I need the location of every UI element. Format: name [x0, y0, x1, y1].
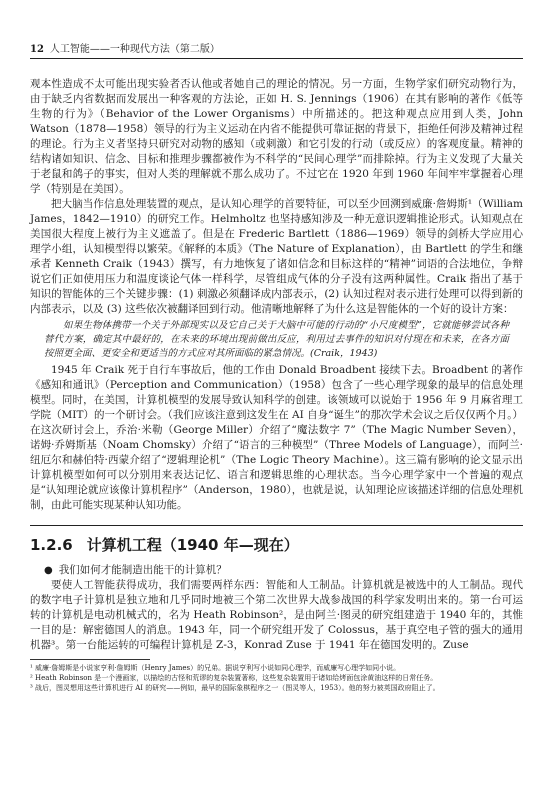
book-title: 人工智能——一种现代方法（第二版） [49, 44, 220, 55]
page-number: 12 [30, 44, 44, 55]
section-number: 1.2.6 [30, 535, 73, 554]
footnote-divider [30, 659, 150, 660]
footnote-2: ² Heath Robinson 是一个漫画家，以描绘的古怪和荒谬的复杂装置著称，这些复杂装置用于诸如给烤面包涂黄油这样的日常任务。 [30, 674, 438, 682]
paragraph-cognitive-psychology: 把大脑当作信息处理装置的观点，是认知心理学的首要特征，可以至少回溯到威廉·詹姆斯¹（William James，1842—1910）的研究工作。Helmholtz 也坚持感知涉及一种无意识逻辑推论形式。认知观点在美国很大程度上被行为主义遮盖了。但是在 Frederic Bartlett（1886—1969）领导的剑桥大学应用心理学小组，认知模型得以繁荣。《解释的本质》（The Nature of Explanation），由 Bartlett 的学生和继承者 Kenneth Craik（1943）撰写，有力地恢复了诸如信念和目标这样的“精神”词语的合法地位，争辩说它们正如使用压力和温度谈论气体一样科学，尽管组成气体的分子没有这两种属性。Craik 指出了基于知识的智能体的三个关键步骤：(1) 刺激必须翻译成内部表示，(2) 认知过程对表示进行处理可以得到新的内部表示，以及 (3) 这些依次被翻译回到行动。他清晰地解释了为什么这是智能体的一个好的设计方案： [30, 198, 523, 315]
question-text: 我们如何才能制造出能干的计算机？ [58, 564, 227, 576]
paragraph-computer-engineering: 要使人工智能获得成功，我们需要两样东西：智能和人工制品。计算机就是被选中的人工制品。现代的数字电子计算机是独立地和几乎同时地被三个第二次世界大战参战国的科学家发明出来的。第一台可运转的计算机是电动机械式的，名为 Heath Robinson²，是由阿兰·图灵的研究组建造于 1940 年的，其惟一目的是：解密德国人的消息。1943 年，同一个研究组开发了 Colossus，基于真空电子管的强大的通用机器³。第一台能运转的可编程计算机是 Z-3，Konrad Zuse 于 1941 年在德国发明的。Zuse [30, 579, 523, 651]
paragraph-cognitive-science: 1945 年 Craik 死于自行车事故后，他的工作由 Donald Broadbent 接续下去。Broadbent 的著作《感知和通讯》（Perception and Communication）（1958）包含了一些心理学现象的最早的信息处理模型。同时，在美国，计算机模型的发展导致认知科学的创建。该领域可以说始于 1956 年 9 月麻省理工学院（MIT）的一个研讨会。（我们应该注意到这发生在 AI 自身“诞生”的那次学术会议之后仅仅两个月。）在这次研讨会上，乔治·米勒（George Miller）介绍了“魔法数字 7”（The Magic Number Seven），诺姆·乔姆斯基（Noam Chomsky）介绍了“语言的三种模型”（Three Models of Language），而阿兰·纽厄尔和赫伯特·西蒙介绍了“逻辑理论机”（The Logic Theory Machine）。这三篇有影响的论文显示出计算机模型如何可以分别用来表达记忆、语言和逻辑思维的心理状态。当今心理学家中一个普遍的观点是“认知理论就应该像计算机程序”（Anderson，1980），也就是说，认知理论应该描述详细的信息处理机制，由此可能实现某种认知功能。 [30, 364, 523, 511]
paragraph-behaviorism: 观本性造成不太可能出现实验者否认他或者她自己的理论的情况。另一方面，生物学家们研究动物行为，由于缺乏内省数据而发展出一种客观的方法论，正如 H. S. Jennings（1906）在其有影响的著作《低等生物的行为》（Behavior of the Lower Organisms）中所描述的。把这种观点应用到人类，John Watson（1878—1958）领导的行为主义运动在内省不能提供可靠证据的背景下，拒绝任何涉及精神过程的理论。行为主义者坚持只研究对动物的感知（或刺激）和它引发的行动（或反应）的客观度量。精神的结构诸如知识、信念、目标和推理步骤都被作为不科学的“民间心理学”而排除掉。行为主义发现了大量关于老鼠和鸽子的事实，但对人类的理解就不那么成功了。不过它在 1920 年到 1960 年间牢牢掌握着心理学（特别是在美国）。 [30, 78, 523, 195]
section-title: 计算机工程（1940 年—现在） [86, 536, 299, 554]
running-header [30, 40, 523, 59]
section-heading [30, 525, 523, 555]
question-bullet [44, 563, 523, 578]
footnote-1: ¹ 威廉·詹姆斯是小说家亨利·詹姆斯（Henry James）的兄弟。据说亨利写小说如同心理学，而威廉写心理学如同小说。 [30, 664, 401, 672]
craik-quote: 如果生物体携带一个关于外部现实以及它自己关于大脑中可能的行动的“小尺度模型”，它就能够尝试各种替代方案，确定其中最好的，在未来的环境出现前做出反应，利用过去事件的知识对付现在和未来，在各方面按照更全面、更安全和更适当的方式应对其所面临的紧急情况。(Craik，1943) [44, 320, 509, 359]
footnote-3: ³ 战后，图灵想用这些计算机进行 AI 的研究——例如，最早的国际象棋程序之一（图灵等人，1953）。他的努力被英国政府阻止了。 [30, 684, 440, 692]
bullet-dot-icon: ● [44, 565, 53, 576]
